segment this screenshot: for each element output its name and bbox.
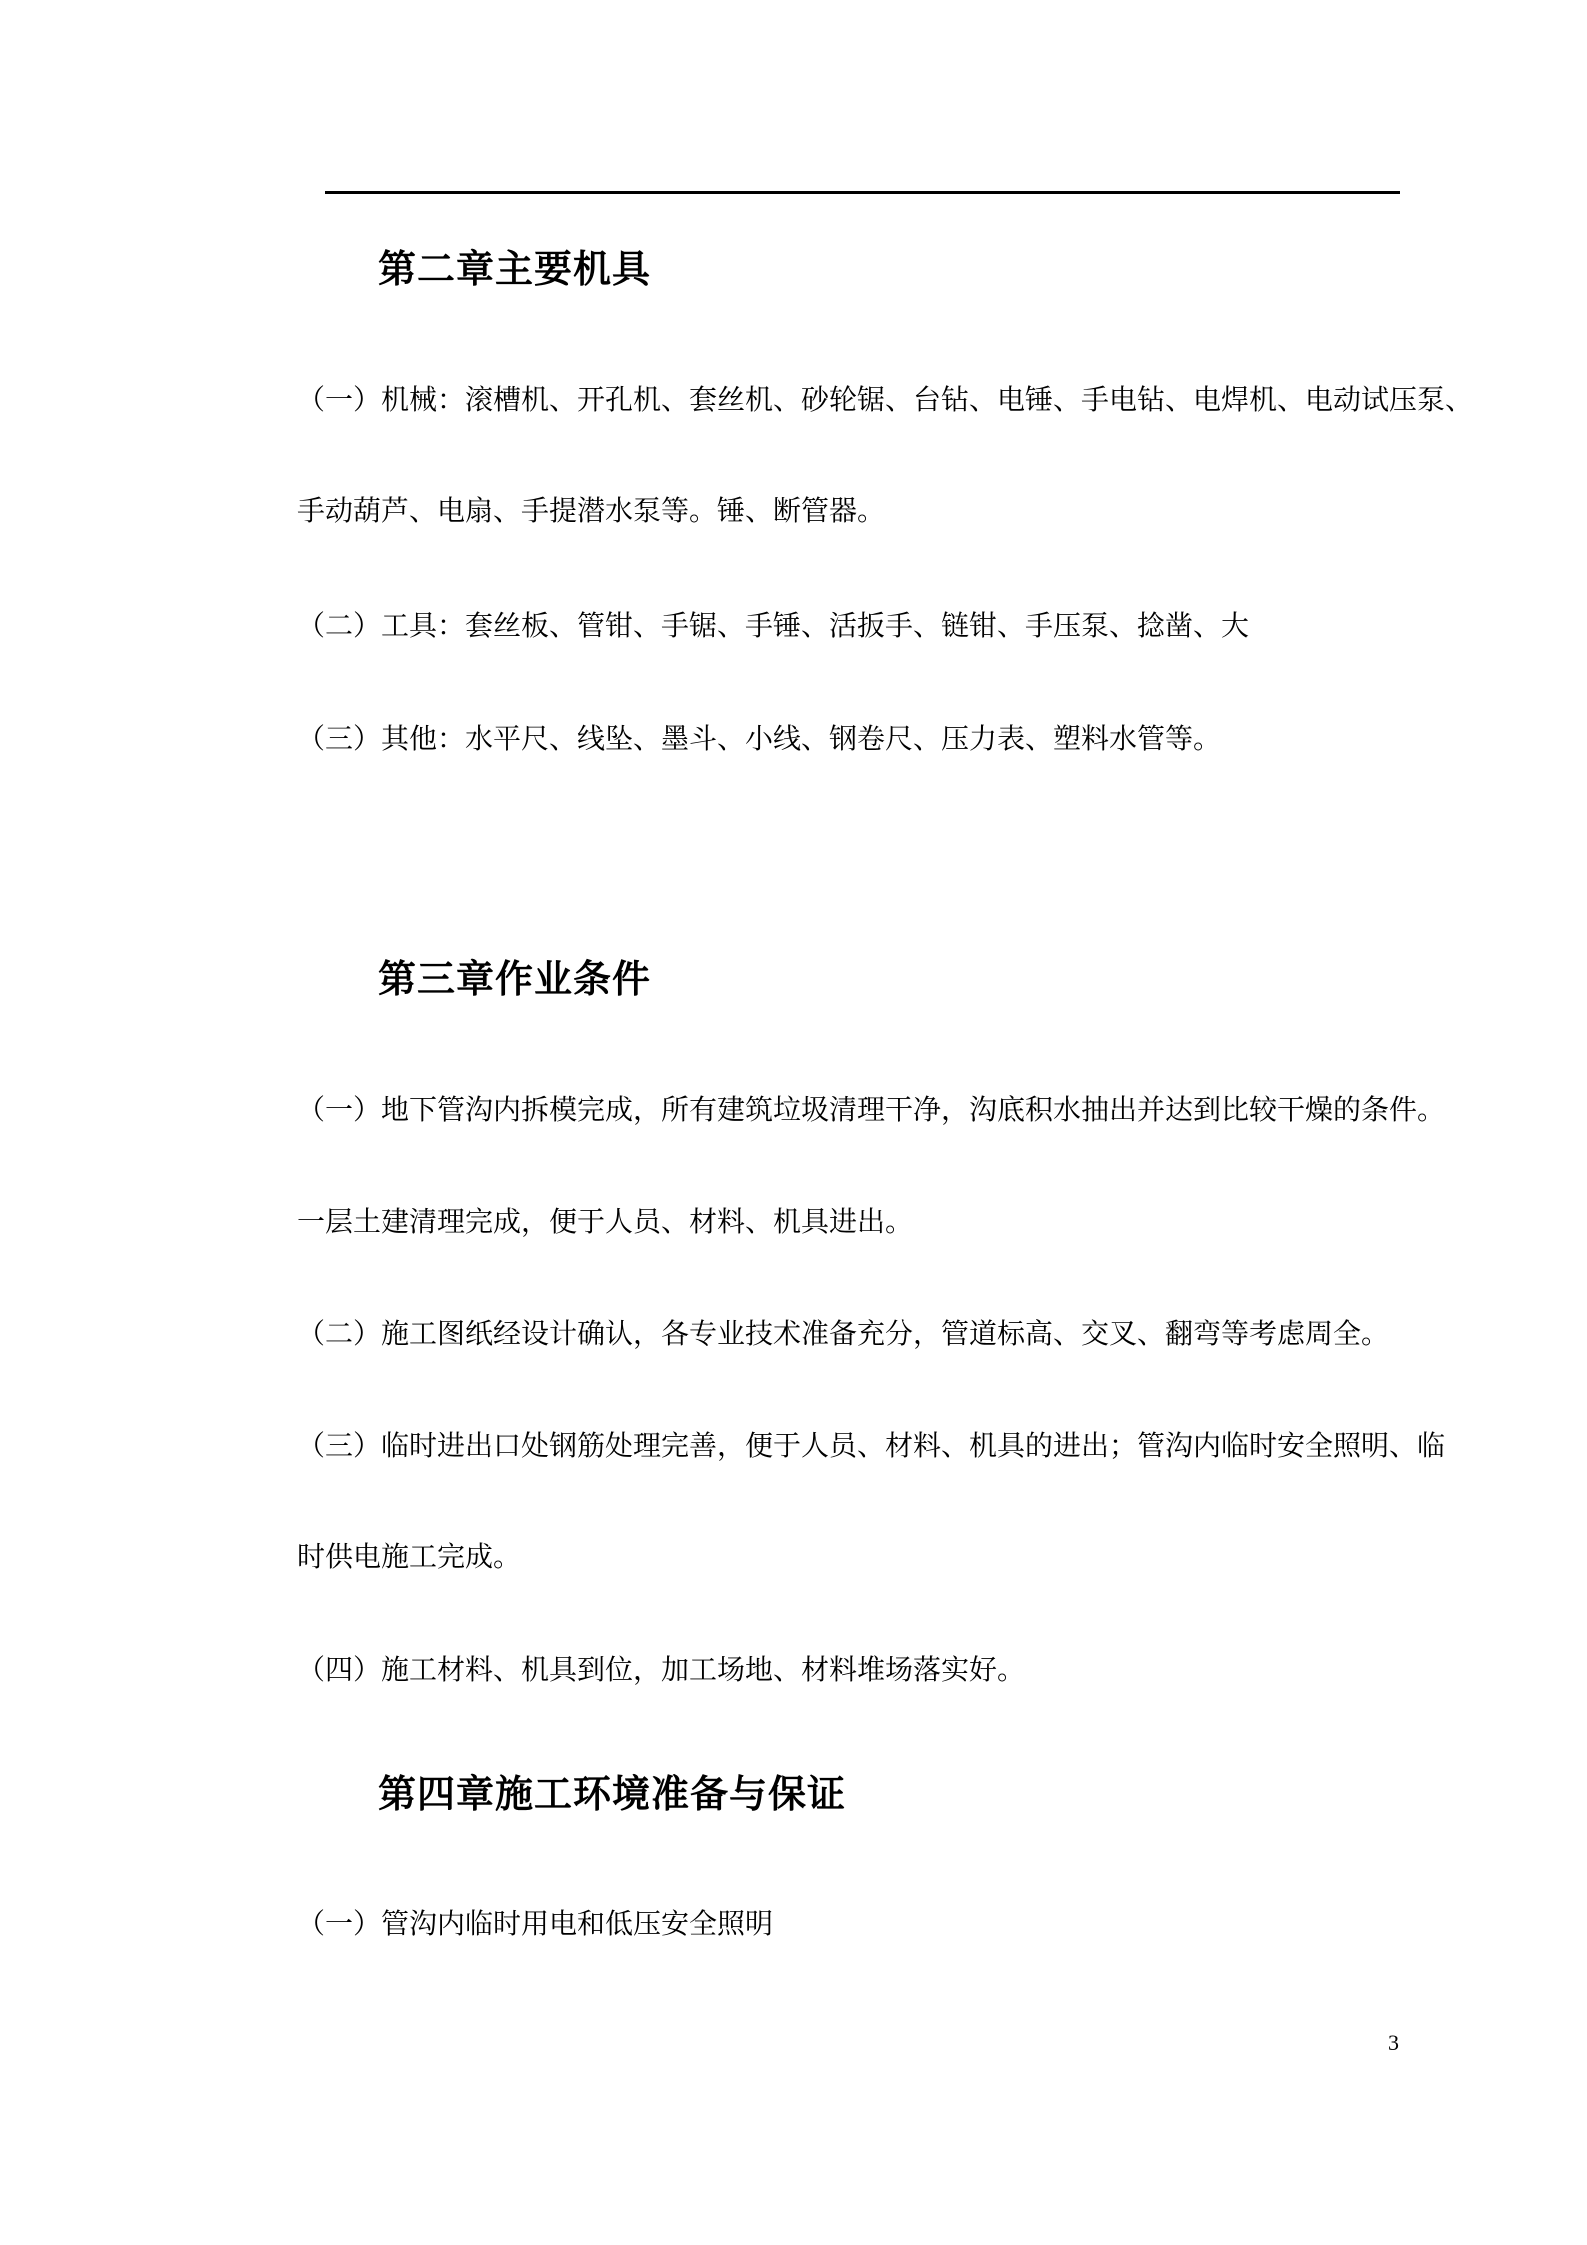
chapter-3-heading: 第三章作业条件	[378, 956, 652, 1001]
chapter-3-line-1: （一）地下管沟内拆模完成，所有建筑垃圾清理干净，沟底积水抽出并达到比较干燥的条件。	[297, 1093, 1446, 1126]
page-number: 3	[1388, 2030, 1399, 2055]
chapter-3-line-4: （三）临时进出口处钢筋处理完善，便于人员、材料、机具的进出；管沟内临时安全照明、临	[297, 1429, 1446, 1462]
chapter-2-line-2: 手动葫芦、电扇、手提潜水泵等。锤、断管器。	[297, 494, 886, 527]
chapter-3-line-2: 一层土建清理完成，便于人员、材料、机具进出。	[297, 1205, 914, 1238]
chapter-2-line-3: （二）工具：套丝板、管钳、手锯、手锤、活扳手、链钳、手压泵、捻凿、大	[297, 609, 1250, 642]
header-rule	[325, 191, 1400, 194]
chapter-3-line-5: 时供电施工完成。	[297, 1540, 522, 1573]
chapter-2-line-4: （三）其他：水平尺、线坠、墨斗、小线、钢卷尺、压力表、塑料水管等。	[297, 722, 1222, 755]
chapter-2-heading: 第二章主要机具	[378, 246, 652, 291]
chapter-2-line-1: （一）机械：滚槽机、开孔机、套丝机、砂轮锯、台钻、电锤、手电钻、电焊机、电动试压泵、	[297, 383, 1474, 416]
chapter-3-line-3: （二）施工图纸经设计确认，各专业技术准备充分，管道标高、交叉、翻弯等考虑周全。	[297, 1317, 1390, 1350]
chapter-3-line-6: （四）施工材料、机具到位，加工场地、材料堆场落实好。	[297, 1653, 1026, 1686]
chapter-4-line-1: （一）管沟内临时用电和低压安全照明	[297, 1907, 774, 1940]
chapter-4-heading: 第四章施工环境准备与保证	[378, 1771, 847, 1816]
